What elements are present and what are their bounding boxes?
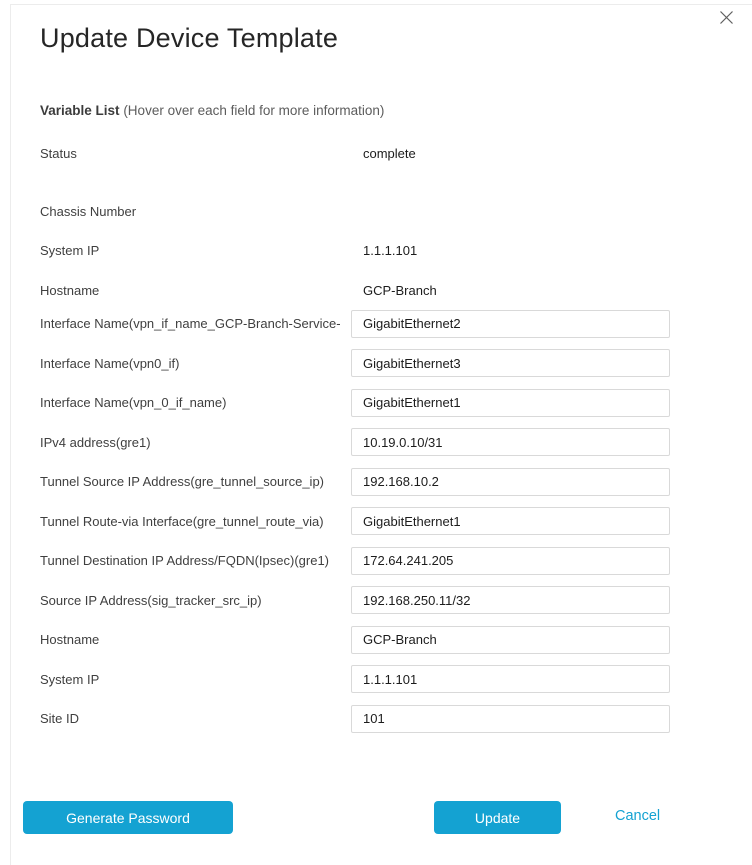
interface-name-vpn0-if-label: Interface Name(vpn0_if) [40, 355, 180, 371]
tunnel-source-ip-label: Tunnel Source IP Address(gre_tunnel_source_ip) [40, 474, 325, 490]
update-button[interactable]: Update [434, 801, 561, 834]
field-row-tunnel-destination-ip [40, 541, 670, 581]
field-row-interface-name-vpn0-if [40, 344, 670, 384]
field-row-system-ip-editable [40, 660, 670, 700]
status-label: Status [40, 146, 77, 162]
source-ip-tracker-input[interactable] [351, 586, 670, 614]
field-row-chassis-number [40, 192, 670, 232]
hostname-label: Hostname [40, 282, 100, 298]
interface-name-vpn-0-if-name-label: Interface Name(vpn_0_if_name) [40, 395, 227, 411]
tunnel-destination-ip-input[interactable] [351, 547, 670, 575]
status-value: complete [363, 146, 416, 162]
chassis-number-label: Chassis Number [40, 203, 137, 219]
tunnel-route-via-input[interactable] [351, 507, 670, 535]
system-ip-input[interactable] [351, 665, 670, 693]
variable-list-label: Variable List [40, 103, 120, 118]
ipv4-address-gre1-input[interactable] [351, 428, 670, 456]
field-row-interface-name-service [40, 304, 670, 344]
interface-name-service-input[interactable] [351, 310, 670, 338]
field-row-status [40, 134, 670, 174]
row-spacer [40, 174, 670, 192]
interface-name-vpn0-if-input[interactable] [351, 349, 670, 377]
tunnel-source-ip-input[interactable] [351, 468, 670, 496]
field-row-ipv4-address-gre1 [40, 423, 670, 463]
field-row-hostname-editable [40, 620, 670, 660]
field-row-source-ip-tracker [40, 581, 670, 621]
system-ip-editable-label: System IP [40, 671, 100, 687]
hostname-value: GCP-Branch [363, 282, 437, 298]
field-row-tunnel-route-via [40, 502, 670, 542]
field-row-tunnel-source-ip [40, 462, 670, 502]
site-id-input[interactable] [351, 705, 670, 733]
close-button[interactable] [716, 7, 736, 27]
tunnel-route-via-label: Tunnel Route-via Interface(gre_tunnel_route_via) [40, 513, 324, 529]
field-row-site-id [40, 699, 670, 739]
variable-list-heading [40, 103, 384, 118]
site-id-label: Site ID [40, 711, 80, 727]
interface-name-vpn-0-if-name-input[interactable] [351, 389, 670, 417]
variable-list [40, 134, 670, 739]
update-device-template-dialog [10, 4, 752, 865]
hostname-editable-label: Hostname [40, 632, 100, 648]
field-row-interface-name-vpn-0-if-name [40, 383, 670, 423]
interface-name-service-label: Interface Name(vpn_if_name_GCP-Branch-Service- [40, 316, 341, 332]
system-ip-value: 1.1.1.101 [363, 243, 418, 259]
hostname-input[interactable] [351, 626, 670, 654]
generate-password-button[interactable]: Generate Password [23, 801, 233, 834]
page-title: Update Device Template [40, 23, 339, 53]
source-ip-tracker-label: Source IP Address(sig_tracker_src_ip) [40, 592, 262, 608]
close-icon [719, 10, 734, 25]
tunnel-destination-ip-label: Tunnel Destination IP Address/FQDN(Ipsec)(gre1) [40, 553, 330, 569]
cancel-button[interactable]: Cancel [615, 808, 661, 824]
system-ip-label: System IP [40, 243, 100, 259]
variable-list-hint: (Hover over each field for more information) [123, 103, 385, 118]
ipv4-address-gre1-label: IPv4 address(gre1) [40, 434, 151, 450]
field-row-system-ip [40, 231, 670, 271]
